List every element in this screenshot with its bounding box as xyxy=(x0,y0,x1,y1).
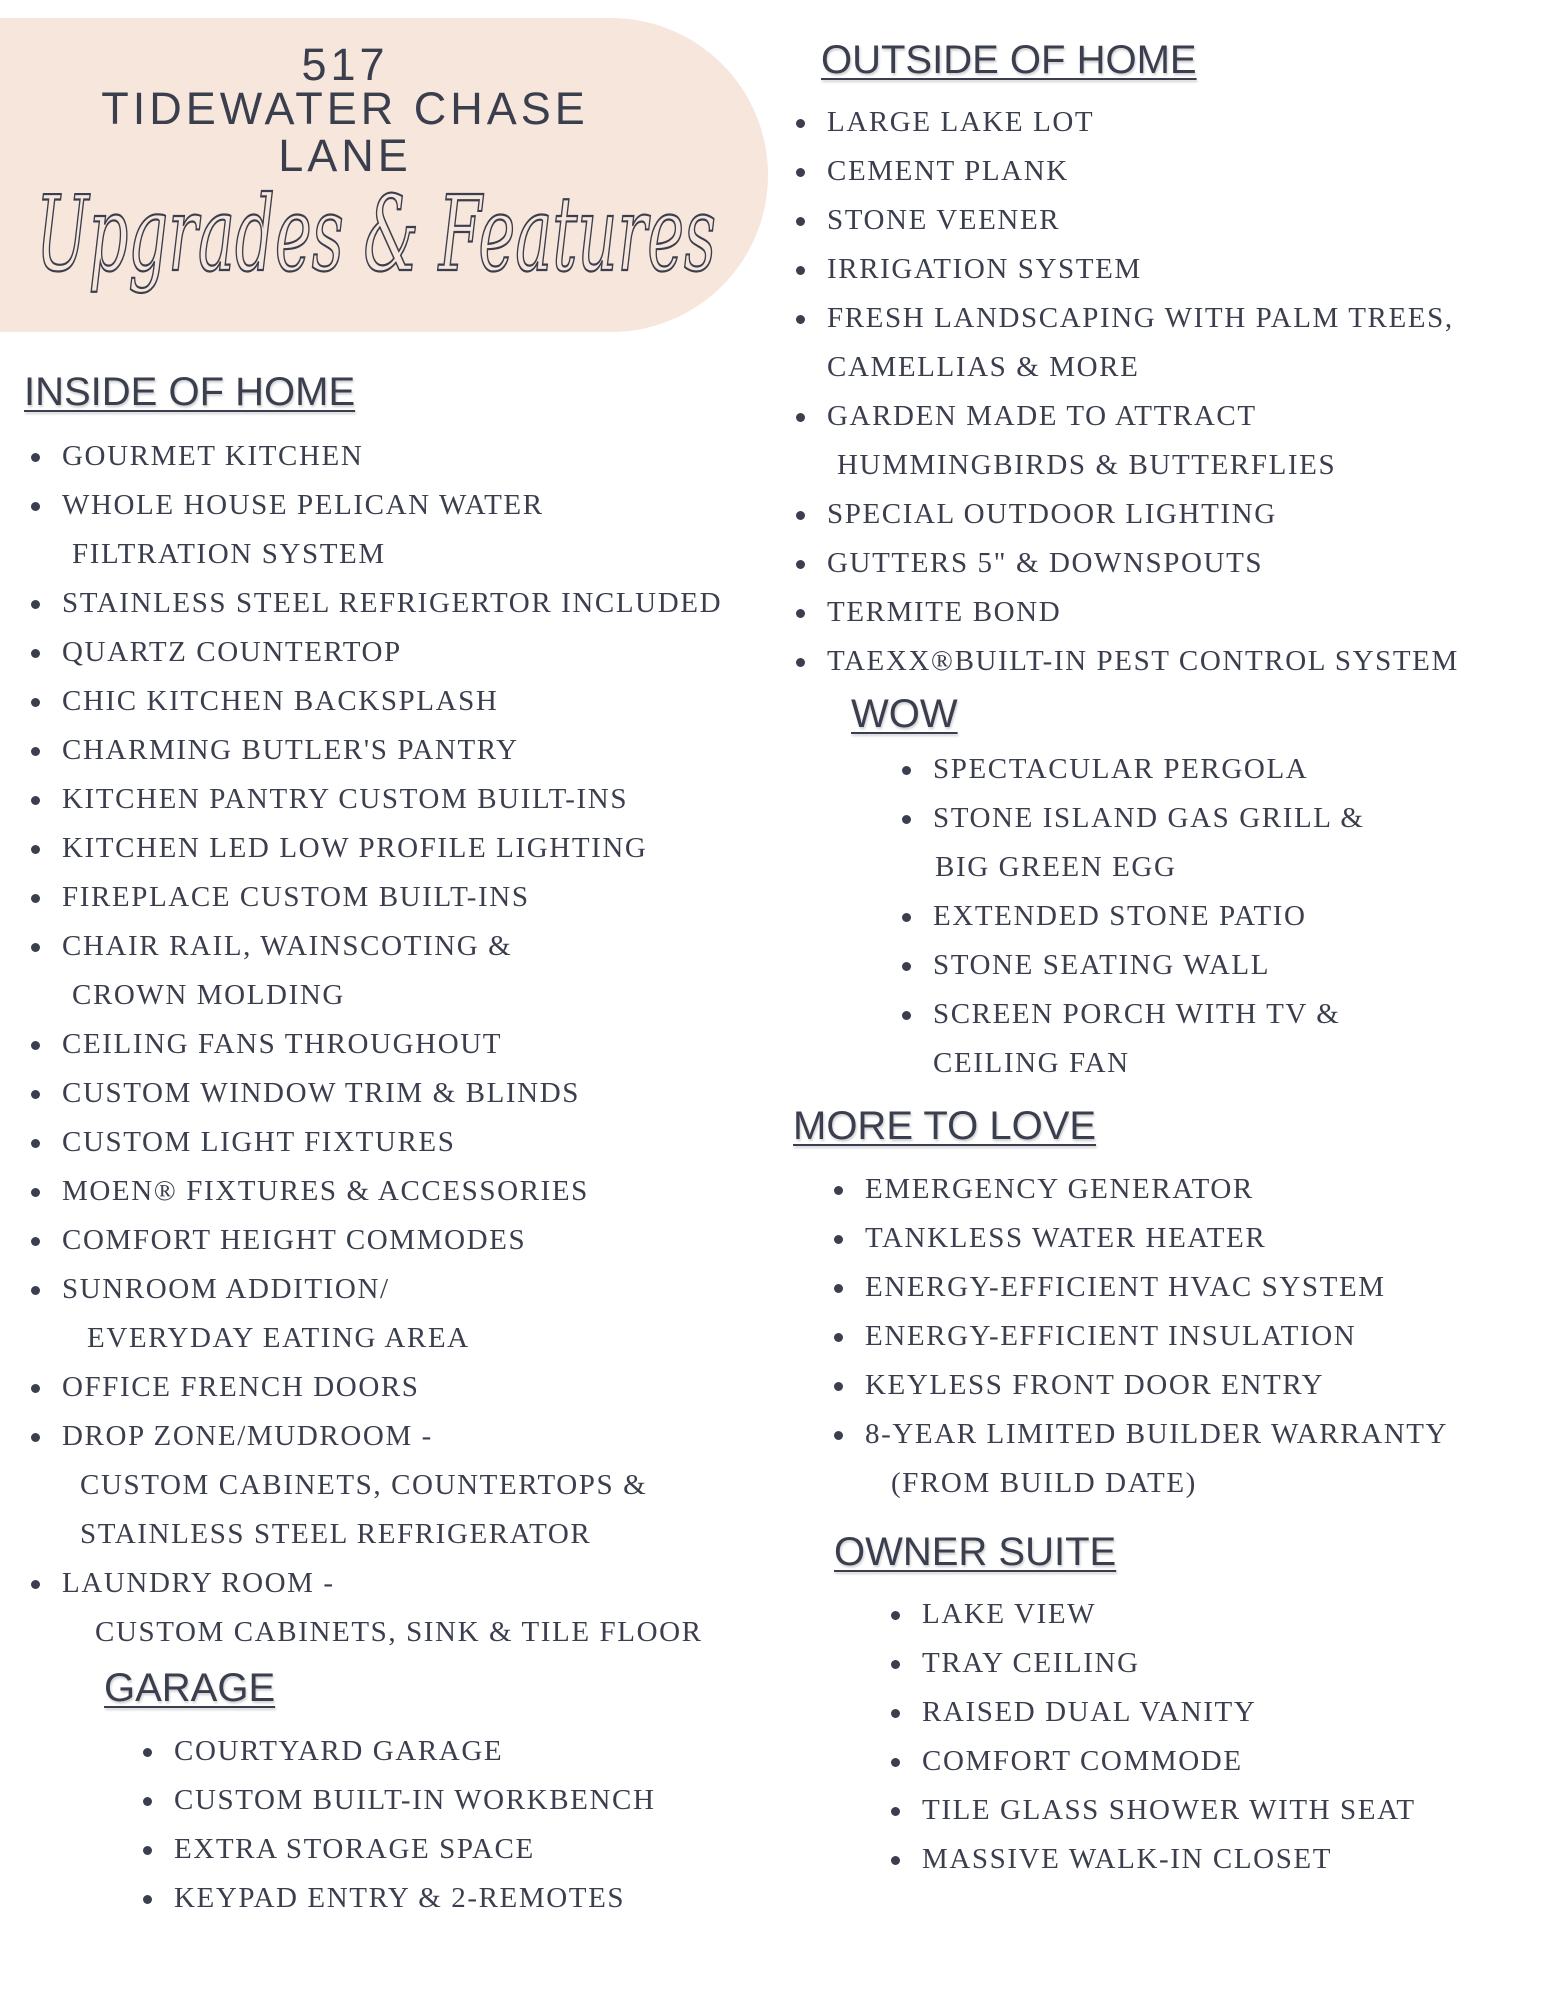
list-item-fireplace-custom-built-ins: FIREPLACE CUSTOM BUILT-INS xyxy=(62,881,530,913)
bullet-icon xyxy=(31,796,40,805)
bullet-icon xyxy=(31,845,40,854)
bullet-icon xyxy=(796,168,805,177)
bullet-icon xyxy=(902,815,911,824)
list-item-tankless-water-heater: TANKLESS WATER HEATER xyxy=(865,1222,1267,1254)
list-item-raised-dual-vanity: RAISED DUAL VANITY xyxy=(922,1696,1257,1728)
bullet-icon xyxy=(834,1333,843,1342)
list-item-extra-storage-space: EXTRA STORAGE SPACE xyxy=(174,1833,535,1865)
bullet-icon xyxy=(31,600,40,609)
list-item-energy-efficient-insulation: ENERGY-EFFICIENT INSULATION xyxy=(865,1320,1357,1352)
bullet-icon xyxy=(796,315,805,324)
list-item-laundry-room: LAUNDRY ROOM - xyxy=(62,1567,335,1599)
bullet-icon xyxy=(796,266,805,275)
list-item-custom-light-fixtures: CUSTOM LIGHT FIXTURES xyxy=(62,1126,456,1158)
list-item-extended-stone-patio: EXTENDED STONE PATIO xyxy=(933,900,1307,932)
list-item-termite-bond: TERMITE BOND xyxy=(827,596,1062,628)
bullet-icon xyxy=(902,1011,911,1020)
script-title-text: Upgrades & Features xyxy=(36,173,716,295)
bullet-icon xyxy=(31,453,40,462)
section-title-owner: OWNER SUITE xyxy=(834,1530,1117,1574)
list-item-comfort-commode: COMFORT COMMODE xyxy=(922,1745,1243,1777)
list-item-continuation: STAINLESS STEEL REFRIGERATOR xyxy=(80,1518,592,1550)
list-item-lake-view: LAKE VIEW xyxy=(922,1598,1097,1630)
list-item-keypad-entry-2-remotes: KEYPAD ENTRY & 2-REMOTES xyxy=(174,1882,626,1914)
bullet-icon xyxy=(31,1384,40,1393)
bullet-icon xyxy=(31,1286,40,1295)
list-item-8-year-limited-builder-warranty: 8-YEAR LIMITED BUILDER WARRANTY xyxy=(865,1418,1449,1450)
bullet-icon xyxy=(31,1188,40,1197)
list-item-gutters-5-downspouts: GUTTERS 5" & DOWNSPOUTS xyxy=(827,547,1264,579)
bullet-icon xyxy=(31,1139,40,1148)
bullet-icon xyxy=(31,943,40,952)
list-item-kitchen-led-low-profile-lighting: KITCHEN LED LOW PROFILE LIGHTING xyxy=(62,832,648,864)
list-item-chic-kitchen-backsplash: CHIC KITCHEN BACKSPLASH xyxy=(62,685,499,717)
bullet-icon xyxy=(902,962,911,971)
bullet-icon xyxy=(834,1186,843,1195)
list-item-continuation: CAMELLIAS & MORE xyxy=(827,351,1140,383)
list-item-whole-house-pelican-water: WHOLE HOUSE PELICAN WATER xyxy=(62,489,544,521)
section-title-garage: GARAGE xyxy=(104,1666,276,1710)
bullet-icon xyxy=(891,1709,900,1718)
bullet-icon xyxy=(31,1090,40,1099)
list-item-continuation: FILTRATION SYSTEM xyxy=(72,538,386,570)
bullet-icon xyxy=(143,1895,152,1904)
bullet-icon xyxy=(31,649,40,658)
section-title-outside: OUTSIDE OF HOME xyxy=(821,38,1197,82)
list-item-continuation: (FROM BUILD DATE) xyxy=(891,1467,1197,1499)
list-item-continuation: EVERYDAY EATING AREA xyxy=(87,1322,470,1354)
list-item-fresh-landscaping-with-palm-trees: FRESH LANDSCAPING WITH PALM TREES, xyxy=(827,302,1454,334)
list-item-moen-fixtures-accessories: MOEN® FIXTURES & ACCESSORIES xyxy=(62,1175,589,1207)
list-item-stone-seating-wall: STONE SEATING WALL xyxy=(933,949,1271,981)
bullet-icon xyxy=(143,1748,152,1757)
list-item-charming-butler-s-pantry: CHARMING BUTLER'S PANTRY xyxy=(62,734,519,766)
list-item-drop-zone-mudroom: DROP ZONE/MUDROOM - xyxy=(62,1420,433,1452)
bullet-icon xyxy=(31,502,40,511)
bullet-icon xyxy=(891,1758,900,1767)
section-title-more: MORE TO LOVE xyxy=(793,1104,1097,1148)
list-item-sunroom-addition: SUNROOM ADDITION/ xyxy=(62,1273,390,1305)
list-item-continuation: CEILING FAN xyxy=(933,1047,1130,1079)
list-item-continuation: HUMMINGBIRDS & BUTTERFLIES xyxy=(837,449,1337,481)
bullet-icon xyxy=(796,609,805,618)
list-item-taexx-built-in-pest-control-system: TAEXX®BUILT-IN PEST CONTROL SYSTEM xyxy=(827,645,1459,677)
list-item-massive-walk-in-closet: MASSIVE WALK-IN CLOSET xyxy=(922,1843,1333,1875)
list-item-energy-efficient-hvac-system: ENERGY-EFFICIENT HVAC SYSTEM xyxy=(865,1271,1386,1303)
list-item-courtyard-garage: COURTYARD GARAGE xyxy=(174,1735,504,1767)
list-item-keyless-front-door-entry: KEYLESS FRONT DOOR ENTRY xyxy=(865,1369,1325,1401)
list-item-stainless-steel-refrigertor-included: STAINLESS STEEL REFRIGERTOR INCLUDED xyxy=(62,587,723,619)
list-item-office-french-doors: OFFICE FRENCH DOORS xyxy=(62,1371,420,1403)
bullet-icon xyxy=(31,698,40,707)
bullet-icon xyxy=(891,1807,900,1816)
bullet-icon xyxy=(834,1284,843,1293)
list-item-quartz-countertop: QUARTZ COUNTERTOP xyxy=(62,636,402,668)
bullet-icon xyxy=(796,217,805,226)
bullet-icon xyxy=(834,1431,843,1440)
list-item-tile-glass-shower-with-seat: TILE GLASS SHOWER WITH SEAT xyxy=(922,1794,1416,1826)
list-item-special-outdoor-lighting: SPECIAL OUTDOOR LIGHTING xyxy=(827,498,1277,530)
list-item-kitchen-pantry-custom-built-ins: KITCHEN PANTRY CUSTOM BUILT-INS xyxy=(62,783,629,815)
list-item-continuation: CUSTOM CABINETS, COUNTERTOPS & xyxy=(80,1469,648,1501)
list-item-comfort-height-commodes: COMFORT HEIGHT COMMODES xyxy=(62,1224,527,1256)
bullet-icon xyxy=(796,413,805,422)
address-line-2: TIDEWATER CHASE xyxy=(101,83,589,134)
bullet-icon xyxy=(834,1382,843,1391)
list-item-stone-island-gas-grill: STONE ISLAND GAS GRILL & xyxy=(933,802,1365,834)
list-item-gourmet-kitchen: GOURMET KITCHEN xyxy=(62,440,364,472)
bullet-icon xyxy=(31,1433,40,1442)
list-item-stone-veener: STONE VEENER xyxy=(827,204,1061,236)
bullet-icon xyxy=(891,1660,900,1669)
bullet-icon xyxy=(891,1611,900,1620)
section-title-wow: WOW xyxy=(851,692,958,736)
list-item-large-lake-lot: LARGE LAKE LOT xyxy=(827,106,1095,138)
bullet-icon xyxy=(143,1797,152,1806)
list-item-ceiling-fans-throughout: CEILING FANS THROUGHOUT xyxy=(62,1028,503,1060)
bullet-icon xyxy=(31,747,40,756)
list-item-custom-window-trim-blinds: CUSTOM WINDOW TRIM & BLINDS xyxy=(62,1077,580,1109)
list-item-tray-ceiling: TRAY CEILING xyxy=(922,1647,1140,1679)
bullet-icon xyxy=(834,1235,843,1244)
bullet-icon xyxy=(796,658,805,667)
bullet-icon xyxy=(902,913,911,922)
list-item-irrigation-system: IRRIGATION SYSTEM xyxy=(827,253,1142,285)
bullet-icon xyxy=(796,511,805,520)
bullet-icon xyxy=(31,894,40,903)
script-title-upgrades-features xyxy=(30,152,730,322)
list-item-chair-rail-wainscoting: CHAIR RAIL, WAINSCOTING & xyxy=(62,930,513,962)
bullet-icon xyxy=(31,1580,40,1589)
list-item-emergency-generator: EMERGENCY GENERATOR xyxy=(865,1173,1254,1205)
bullet-icon xyxy=(31,1041,40,1050)
bullet-icon xyxy=(902,766,911,775)
list-item-spectacular-pergola: SPECTACULAR PERGOLA xyxy=(933,753,1309,785)
bullet-icon xyxy=(31,1237,40,1246)
bullet-icon xyxy=(796,119,805,128)
address-line-3: LANE xyxy=(278,130,412,181)
list-item-continuation: CROWN MOLDING xyxy=(72,979,345,1011)
list-item-continuation: BIG GREEN EGG xyxy=(935,851,1177,883)
list-item-custom-built-in-workbench: CUSTOM BUILT-IN WORKBENCH xyxy=(174,1784,656,1816)
list-item-continuation: CUSTOM CABINETS, SINK & TILE FLOOR xyxy=(95,1616,703,1648)
bullet-icon xyxy=(891,1856,900,1865)
address-line-1: 517 xyxy=(301,39,389,90)
list-item-screen-porch-with-tv: SCREEN PORCH WITH TV & xyxy=(933,998,1341,1030)
bullet-icon xyxy=(143,1846,152,1855)
list-item-garden-made-to-attract: GARDEN MADE TO ATTRACT xyxy=(827,400,1257,432)
list-item-cement-plank: CEMENT PLANK xyxy=(827,155,1069,187)
bullet-icon xyxy=(796,560,805,569)
section-title-inside: INSIDE OF HOME xyxy=(24,370,356,414)
